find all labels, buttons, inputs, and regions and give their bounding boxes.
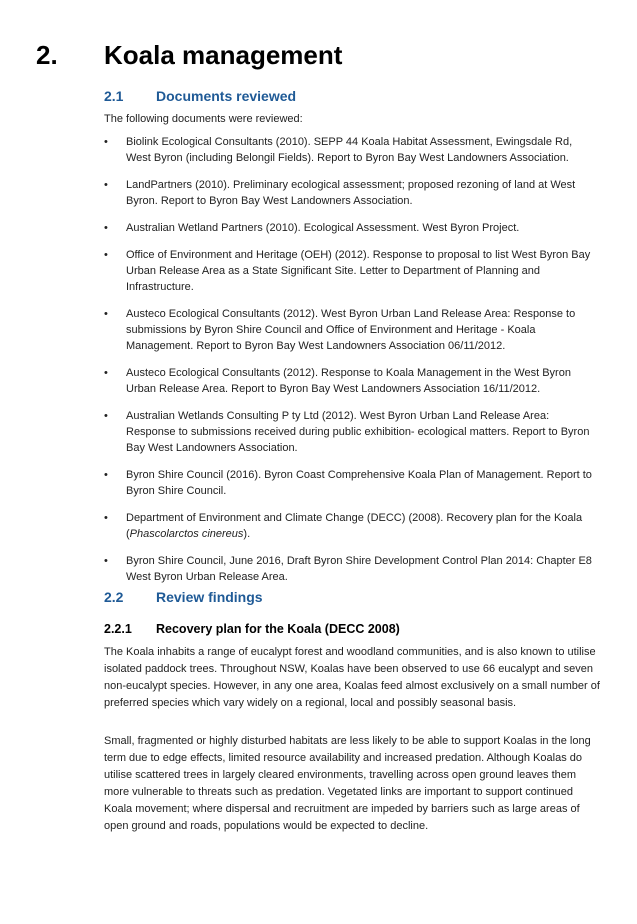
citation-text-before: Department of Environment and Climate Change (DECC) (2008). Recovery plan for the Koala ( — [126, 512, 583, 540]
document-citation: Austeco Ecological Consultants (2012). Response to Koala Management in the West Byron Urban Release Area. Report to Byron Bay West Landowners Association 16/11/2012. — [126, 367, 571, 395]
documents-intro: The following documents were reviewed: — [104, 113, 303, 125]
section-heading-documents-reviewed — [104, 88, 296, 104]
citation-text-after: ). — [243, 528, 251, 540]
section-title: Documents reviewed — [156, 88, 297, 104]
document-citation: Office of Environment and Heritage (OEH) (2012). Response to proposal to list West Byron Bay Urban Release Area as a State Significant Site. Letter to Department of Planning and Infrastructure. — [126, 249, 591, 293]
chapter-number: 2. — [36, 40, 58, 70]
subsection-heading-recovery-plan — [104, 622, 400, 636]
document-citation: Austeco Ecological Consultants (2012). West Byron Urban Land Release Area: Response to submissions by Byron Shire Council and Office of Environment and Heritage - Koala Management. Report to Byron Bay West Landowners Association 06/11/2012. — [126, 308, 576, 352]
document-citation: Australian Wetlands Consulting P ty Ltd (2012). West Byron Urban Land Release Area: Response to submissions received during public exhibition- ecological matters. Report to Byron Bay West Landowners Association. — [126, 410, 590, 454]
bullet-icon: • — [104, 410, 108, 422]
section-heading-review-findings — [104, 589, 263, 605]
document-citation: Biolink Ecological Consultants (2010). SEPP 44 Koala Habitat Assessment, Ewingsdale Rd, West Byron (including Belongil Fields). Report to Byron Bay West Landowners Association. — [126, 136, 573, 164]
document-citation: LandPartners (2010). Preliminary ecological assessment; proposed rezoning of land at West Byron. Report to Byron Bay West Landowners Association. — [126, 179, 576, 207]
list-item — [104, 467, 600, 499]
bullet-icon: • — [104, 136, 108, 148]
section-number: 2.2 — [104, 589, 124, 605]
list-item — [104, 220, 600, 236]
list-item — [104, 408, 600, 456]
document-citation: Byron Shire Council, June 2016, Draft Byron Shire Development Control Plan 2014: Chapter E8 West Byron Urban Release Area. — [126, 555, 592, 583]
bullet-icon: • — [104, 512, 108, 524]
list-item — [104, 134, 600, 166]
document-citation: Byron Shire Council (2016). Byron Coast Comprehensive Koala Plan of Management. Report to Byron Shire Council. — [126, 469, 592, 497]
section-title: Review findings — [156, 589, 263, 605]
bullet-icon: • — [104, 555, 108, 567]
section-number: 2.1 — [104, 88, 124, 104]
list-item — [104, 177, 600, 209]
chapter-heading — [36, 40, 342, 71]
list-item — [104, 247, 600, 295]
paragraph: Small, fragmented or highly disturbed habitats are less likely to be able to support Koalas in the long term due to edge effects, limited resource availability and increased predation. Although Koalas do utilise scattered trees in largely cleared environments, travelling across open ground leaves them more vulnerable to threats such as predation. Vegetated links are important to support continued Koala movement; where dispersal and recruitment are impeded by barriers such as large areas of open ground and roads, populations would be expected to decline. — [104, 735, 591, 832]
species-name: Phascolarctos cinereus — [129, 528, 244, 540]
chapter-title: Koala management — [104, 40, 343, 70]
bullet-icon: • — [104, 469, 108, 481]
list-item — [104, 510, 600, 542]
subsection-title: Recovery plan for the Koala (DECC 2008) — [156, 622, 400, 636]
document-citation: Australian Wetland Partners (2010). Ecological Assessment. West Byron Project. — [126, 222, 520, 234]
bullet-icon: • — [104, 308, 108, 320]
bullet-icon: • — [104, 367, 108, 379]
subsection-number: 2.2.1 — [104, 622, 132, 636]
bullet-icon: • — [104, 249, 108, 261]
bullet-icon: • — [104, 179, 108, 191]
list-item — [104, 553, 600, 585]
documents-list — [104, 134, 600, 596]
bullet-icon: • — [104, 222, 108, 234]
document-citation — [126, 512, 582, 540]
list-item — [104, 306, 600, 354]
list-item — [104, 365, 600, 397]
paragraph: The Koala inhabits a range of eucalypt forest and woodland communities, and is also known to utilise isolated paddock trees. Throughout NSW, Koalas have been observed to use 66 eucalypt and seven non-eucalypt species. However, in any one area, Koalas feed almost exclusively on a small number of preferred species which vary widely on a regional, local and possibly seasonal basis. — [104, 646, 600, 709]
